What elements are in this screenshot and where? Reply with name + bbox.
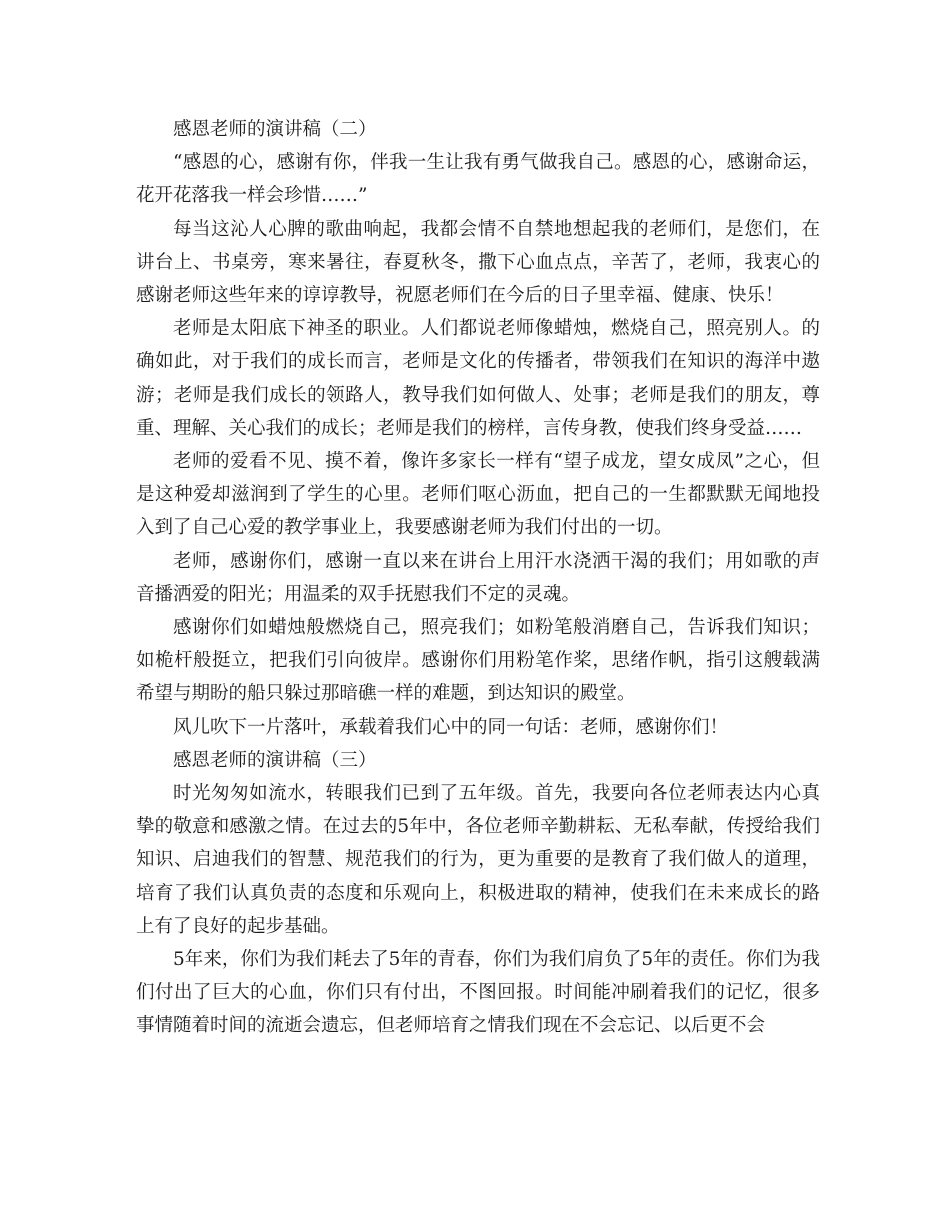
paragraph: 老师的爱看不见、摸不着，像许多家长一样有“望子成龙，望女成凤”之心，但是这种爱却滋润到了学生的心里。老师们呕心沥血，把自己的一生都默默无闻地投入到了自己心爱的教学事业上，我要感谢老师为我们付出的一切。 [136,451,820,539]
paragraph: 风儿吹下一片落叶，承载着我们心中的同一句话：老师，感谢你们！ [173,716,729,738]
paragraph: 老师，感谢你们，感谢一直以来在讲台上用汗水浇洒干渴的我们；用如歌的声音播洒爱的阳光；用温柔的双手抚慰我们不定的灵魂。 [136,550,820,605]
section-heading-3: 感恩老师的演讲稿（三） [173,749,377,771]
paragraph: 老师是太阳底下神圣的职业。人们都说老师像蜡烛，燃烧自己，照亮别人。的确如此，对于我们的成长而言，老师是文化的传播者，带领我们在知识的海洋中遨游；老师是我们成长的领路人，教导我们如何做人、处事；老师是我们的朋友，尊重、理解、关心我们的成长；老师是我们的榜样，言传身教，使我们终身受益…… [136,318,820,439]
section-heading-2: 感恩老师的演讲稿（二） [173,119,377,140]
paragraph: “感恩的心，感谢有你，伴我一生让我有勇气做我自己。感恩的心，感谢命运，花开花落我一样会珍惜……” [136,152,820,207]
paragraph: 每当这沁人心脾的歌曲响起，我都会情不自禁地想起我的老师们，是您们，在讲台上、书桌旁，寒来暑往，春夏秋冬，撒下心血点点，辛苦了，老师，我衷心的感谢老师这些年来的谆谆教导，祝愿老师们在今后的日子里幸福、健康、快乐！ [136,218,820,307]
document-body [136,113,820,1043]
paragraph: 感谢你们如蜡烛般燃烧自己，照亮我们；如粉笔般消磨自己，告诉我们知识；如桅杆般挺立，把我们引向彼岸。感谢你们用粉笔作桨，思绪作帆，指引这艘载满希望与期盼的船只躲过那暗礁一样的难题，到达知识的殿堂。 [136,617,820,705]
paragraph: 时光匆匆如流水，转眼我们已到了五年级。首先，我要向各位老师表达内心真挚的敬意和感激之情。在过去的5年中，各位老师辛勤耕耘、无私奉献，传授给我们知识、启迪我们的智慧、规范我们的行为，更为重要的是教育了我们做人的道理，培育了我们认真负责的态度和乐观向上，积极进取的精神，使我们在未来成长的路上有了良好的起步基础。 [136,783,820,937]
paragraph: 5年来，你们为我们耗去了5年的青春，你们为我们肩负了5年的责任。你们为我们付出了巨大的心血，你们只有付出，不图回报。时间能冲刷着我们的记忆，很多事情随着时间的流逝会遗忘，但老师培育之情我们现在不会忘记、以后更不会 [136,949,820,1037]
